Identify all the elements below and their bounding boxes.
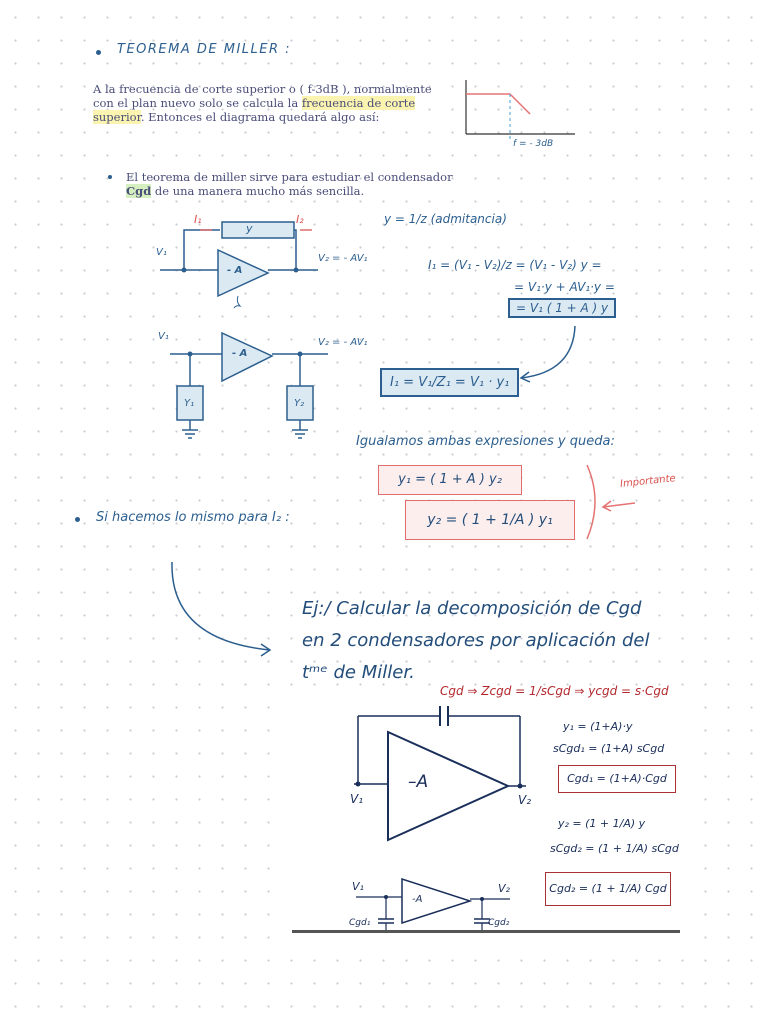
page-title: TEOREMA DE MILLER :	[117, 42, 292, 57]
bullet-si-hacemos	[75, 517, 80, 522]
eq-y1-box: y₁ = ( 1 + A ) y₂	[378, 465, 522, 495]
bode-label: f = - 3dB	[513, 139, 554, 149]
circuit-miller-split	[160, 330, 350, 450]
example-amplifier	[340, 700, 540, 850]
eq-si-hacemos: Si hacemos lo mismo para I₂ :	[96, 510, 290, 525]
intro-line3: . Entonces el diagrama quedará algo así:	[140, 110, 380, 124]
ex-y2-eq: y₂ = (1 + 1/A) y	[558, 817, 646, 830]
intro-line2: con el plan nuevo solo se calcula la	[93, 96, 302, 110]
eq-i1-line1: I₁ = (V₁ - V₂)/z = (V₁ - V₂) y =	[428, 258, 602, 272]
example-v2: V₂	[518, 793, 532, 807]
c1-amp-label: - A	[227, 265, 243, 276]
ex-small-v1: V₁	[352, 880, 364, 893]
heading-bullet	[96, 50, 101, 55]
miller-paragraph	[126, 170, 466, 198]
ex-small-cgd1: Cgd₁	[349, 918, 371, 928]
intro-highlight-1: frecuencia de corte	[301, 96, 416, 110]
importante-label: Importante	[619, 473, 677, 490]
example-line1: Ej:/ Calcular la decomposición de Cgd	[302, 598, 642, 619]
example-cgd-line: Cgd ⇒ Zcgd = 1/sCgd ⇒ ycgd = s·Cgd	[440, 684, 669, 698]
c1-v1-label: V₁	[156, 247, 167, 258]
ex-scgd2-eq: sCgd₂ = (1 + 1/A) sCgd	[550, 842, 679, 855]
bullet-miller	[108, 175, 112, 179]
arrow-to-example	[160, 560, 280, 660]
eq-igualamos: Igualamos ambas expresiones y queda:	[356, 434, 615, 449]
c1-i2-label: I₂	[296, 213, 304, 226]
eq-i1-line2: = V₁·y + AV₁·y =	[514, 280, 615, 294]
ex-cgd1-box: Cgd₁ = (1+A)·Cgd	[558, 765, 676, 793]
eq-admitancia: y = 1/z (admitancia)	[384, 212, 507, 226]
intro-line1: A la frecuencia de corte superior o ( f-3dB ), normalmente	[93, 82, 432, 96]
example-line2: en 2 condensadores por aplicación del	[302, 630, 650, 651]
eq-y2-box: y₂ = ( 1 + 1/A ) y₁	[405, 500, 575, 540]
ex-cgd2-box: Cgd₂ = (1 + 1/A) Cgd	[545, 872, 671, 906]
arrow-curve	[515, 322, 595, 382]
c2-v1-label: V₁	[158, 331, 169, 342]
example-small-circuit	[350, 875, 520, 945]
ex-small-amp: -A	[412, 894, 423, 905]
c1-v2-label: V₂ = - AV₁	[318, 253, 368, 264]
example-baseline	[292, 930, 680, 933]
example-line3: tᵐᵉ de Miller.	[302, 662, 415, 683]
c1-i1-label: I₁	[194, 213, 202, 226]
eq-i1-box: = V₁ ( 1 + A ) y	[508, 298, 616, 318]
c2-v2-label: V₂ = - AV₁	[318, 337, 368, 348]
example-v1: V₁	[350, 792, 364, 806]
miller-line1: El teorema de miller sirve para estudiar el condensador	[126, 170, 453, 184]
c2-amp-label: - A	[232, 348, 248, 359]
eq-i1-box2: I₁ = V₁/Z₁ = V₁ · y₁	[380, 368, 519, 397]
intro-paragraph	[93, 82, 433, 124]
c2-y1-label: Y₁	[184, 398, 195, 409]
c2-y2-label: Y₂	[294, 398, 305, 409]
c1-y-label: y	[246, 222, 253, 235]
ex-scgd1-eq: sCgd₁ = (1+A) sCgd	[553, 742, 665, 755]
ex-small-cgd2: Cgd₂	[488, 918, 510, 928]
example-amp-label: –A	[408, 772, 429, 792]
ex-y1-eq: y₁ = (1+A)·y	[563, 720, 633, 733]
cgd-highlight: Cgd	[126, 184, 152, 198]
importante-bracket	[585, 463, 645, 543]
intro-highlight-2: superior	[93, 110, 141, 124]
ex-small-v2: V₂	[498, 882, 510, 895]
miller-line2: de una manera mucho más sencilla.	[151, 184, 365, 198]
